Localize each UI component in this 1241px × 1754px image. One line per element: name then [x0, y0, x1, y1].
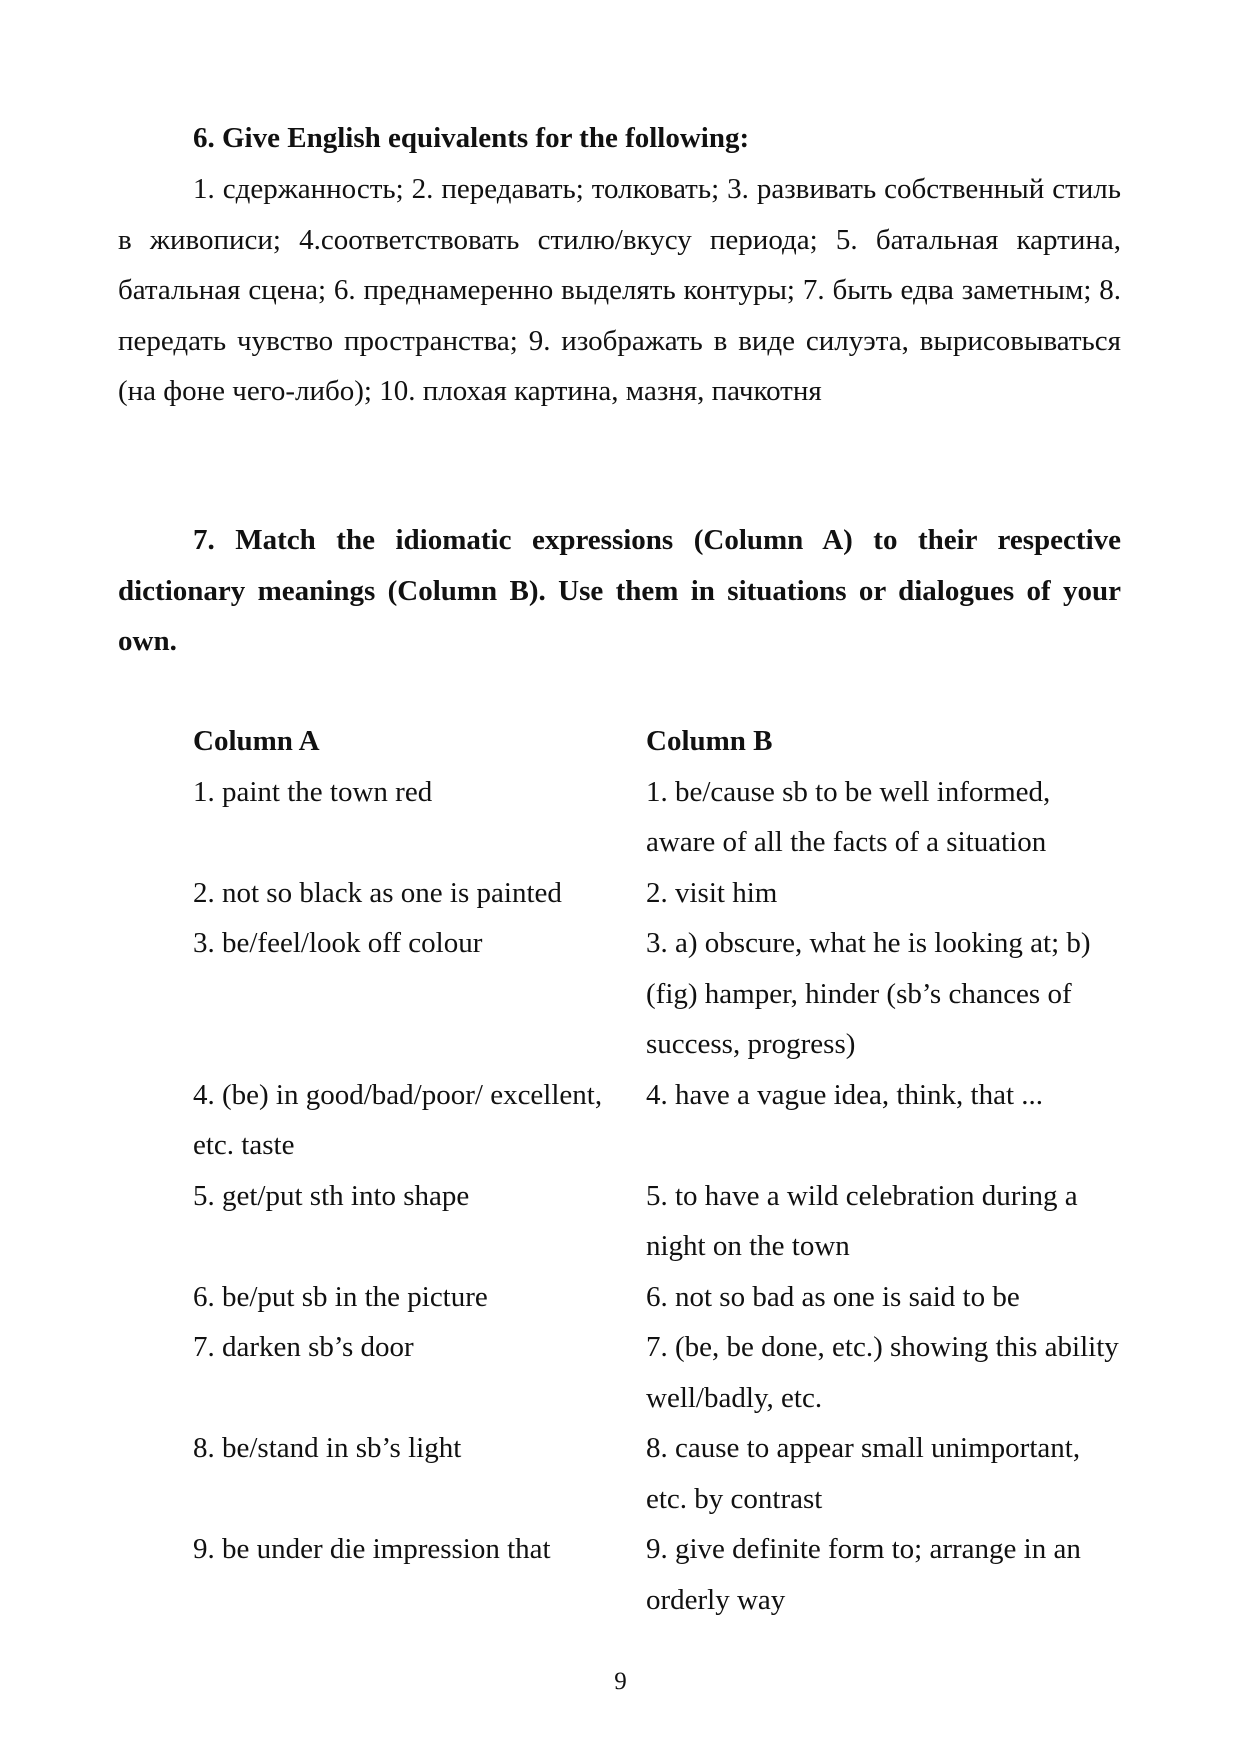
- matching-row: [193, 1171, 1123, 1272]
- page-number: 9: [614, 1668, 627, 1695]
- exercise-7-heading: 7. Match the idiomatic expressions (Column A) to their respective dictionary meanings (Column B). Use them in situations or dialogues of your own.: [118, 524, 1121, 657]
- column-b-item: 8. cause to appear small unimportant, etc. by contrast: [646, 1432, 1081, 1515]
- column-a-item: 9. be under die impression that: [193, 1533, 551, 1565]
- column-b-item: 6. not so bad as one is said to be: [646, 1280, 1020, 1313]
- matching-row: [193, 1322, 1123, 1423]
- column-b-item: 9. give definite form to; arrange in an orderly way: [646, 1533, 1081, 1616]
- column-b-item: 7. (be, be done, etc.) showing this ability well/badly, etc.: [646, 1331, 1119, 1414]
- exercise-6-heading: 6. Give English equivalents for the following:: [193, 122, 750, 154]
- matching-row: [193, 767, 1123, 868]
- column-a-item: 1. paint the town red: [193, 775, 433, 808]
- exercise-6-text: 1. сдержанность; 2. передавать; толковать; 3. развивать собственный стиль в живописи; 4.соответствовать стилю/вкусу периода; 5. батальная картина, батальная сцена; 6. преднамеренно выделять контуры; 7. быть едва заметным; 8. передать чувство пространства; 9. изображать в виде силуэта, вырисовываться (на фоне чего-либо); 10. плохая картина, мазня, пачкотня: [118, 173, 1121, 407]
- column-b-item: 5. to have a wild celebration during a night on the town: [646, 1179, 1078, 1262]
- column-b-header: Column B: [646, 725, 773, 757]
- matching-row: [193, 1423, 1123, 1524]
- column-b-item: 1. be/cause sb to be well informed, aware of all the facts of a situation: [646, 775, 1051, 858]
- column-b-item: 3. a) obscure, what he is looking at; b) (fig) hamper, hinder (sb’s chances of success, progress): [646, 927, 1091, 1060]
- matching-columns: [193, 716, 1123, 1625]
- matching-row: [193, 1070, 1123, 1171]
- matching-row: [193, 868, 1123, 919]
- matching-row: [193, 1524, 1123, 1625]
- column-b-item: 4. have a vague idea, think, that ...: [646, 1078, 1044, 1111]
- column-b-item: 2. visit him: [646, 876, 778, 909]
- column-a-item: 3. be/feel/look off colour: [193, 927, 483, 959]
- column-a-item: 8. be/stand in sb’s light: [193, 1432, 462, 1464]
- column-a-item: 7. darken sb’s door: [193, 1331, 414, 1363]
- matching-row: [193, 918, 1123, 1070]
- column-headers: [193, 716, 1123, 767]
- column-a-item: 5. get/put sth into shape: [193, 1179, 470, 1212]
- column-a-item: 6. be/put sb in the picture: [193, 1280, 488, 1313]
- column-a-item: 2. not so black as one is painted: [193, 876, 562, 909]
- column-a-item: 4. (be) in good/bad/poor/ excellent, etc. taste: [193, 1078, 603, 1161]
- column-a-header: Column A: [193, 725, 320, 757]
- matching-row: [193, 1272, 1123, 1323]
